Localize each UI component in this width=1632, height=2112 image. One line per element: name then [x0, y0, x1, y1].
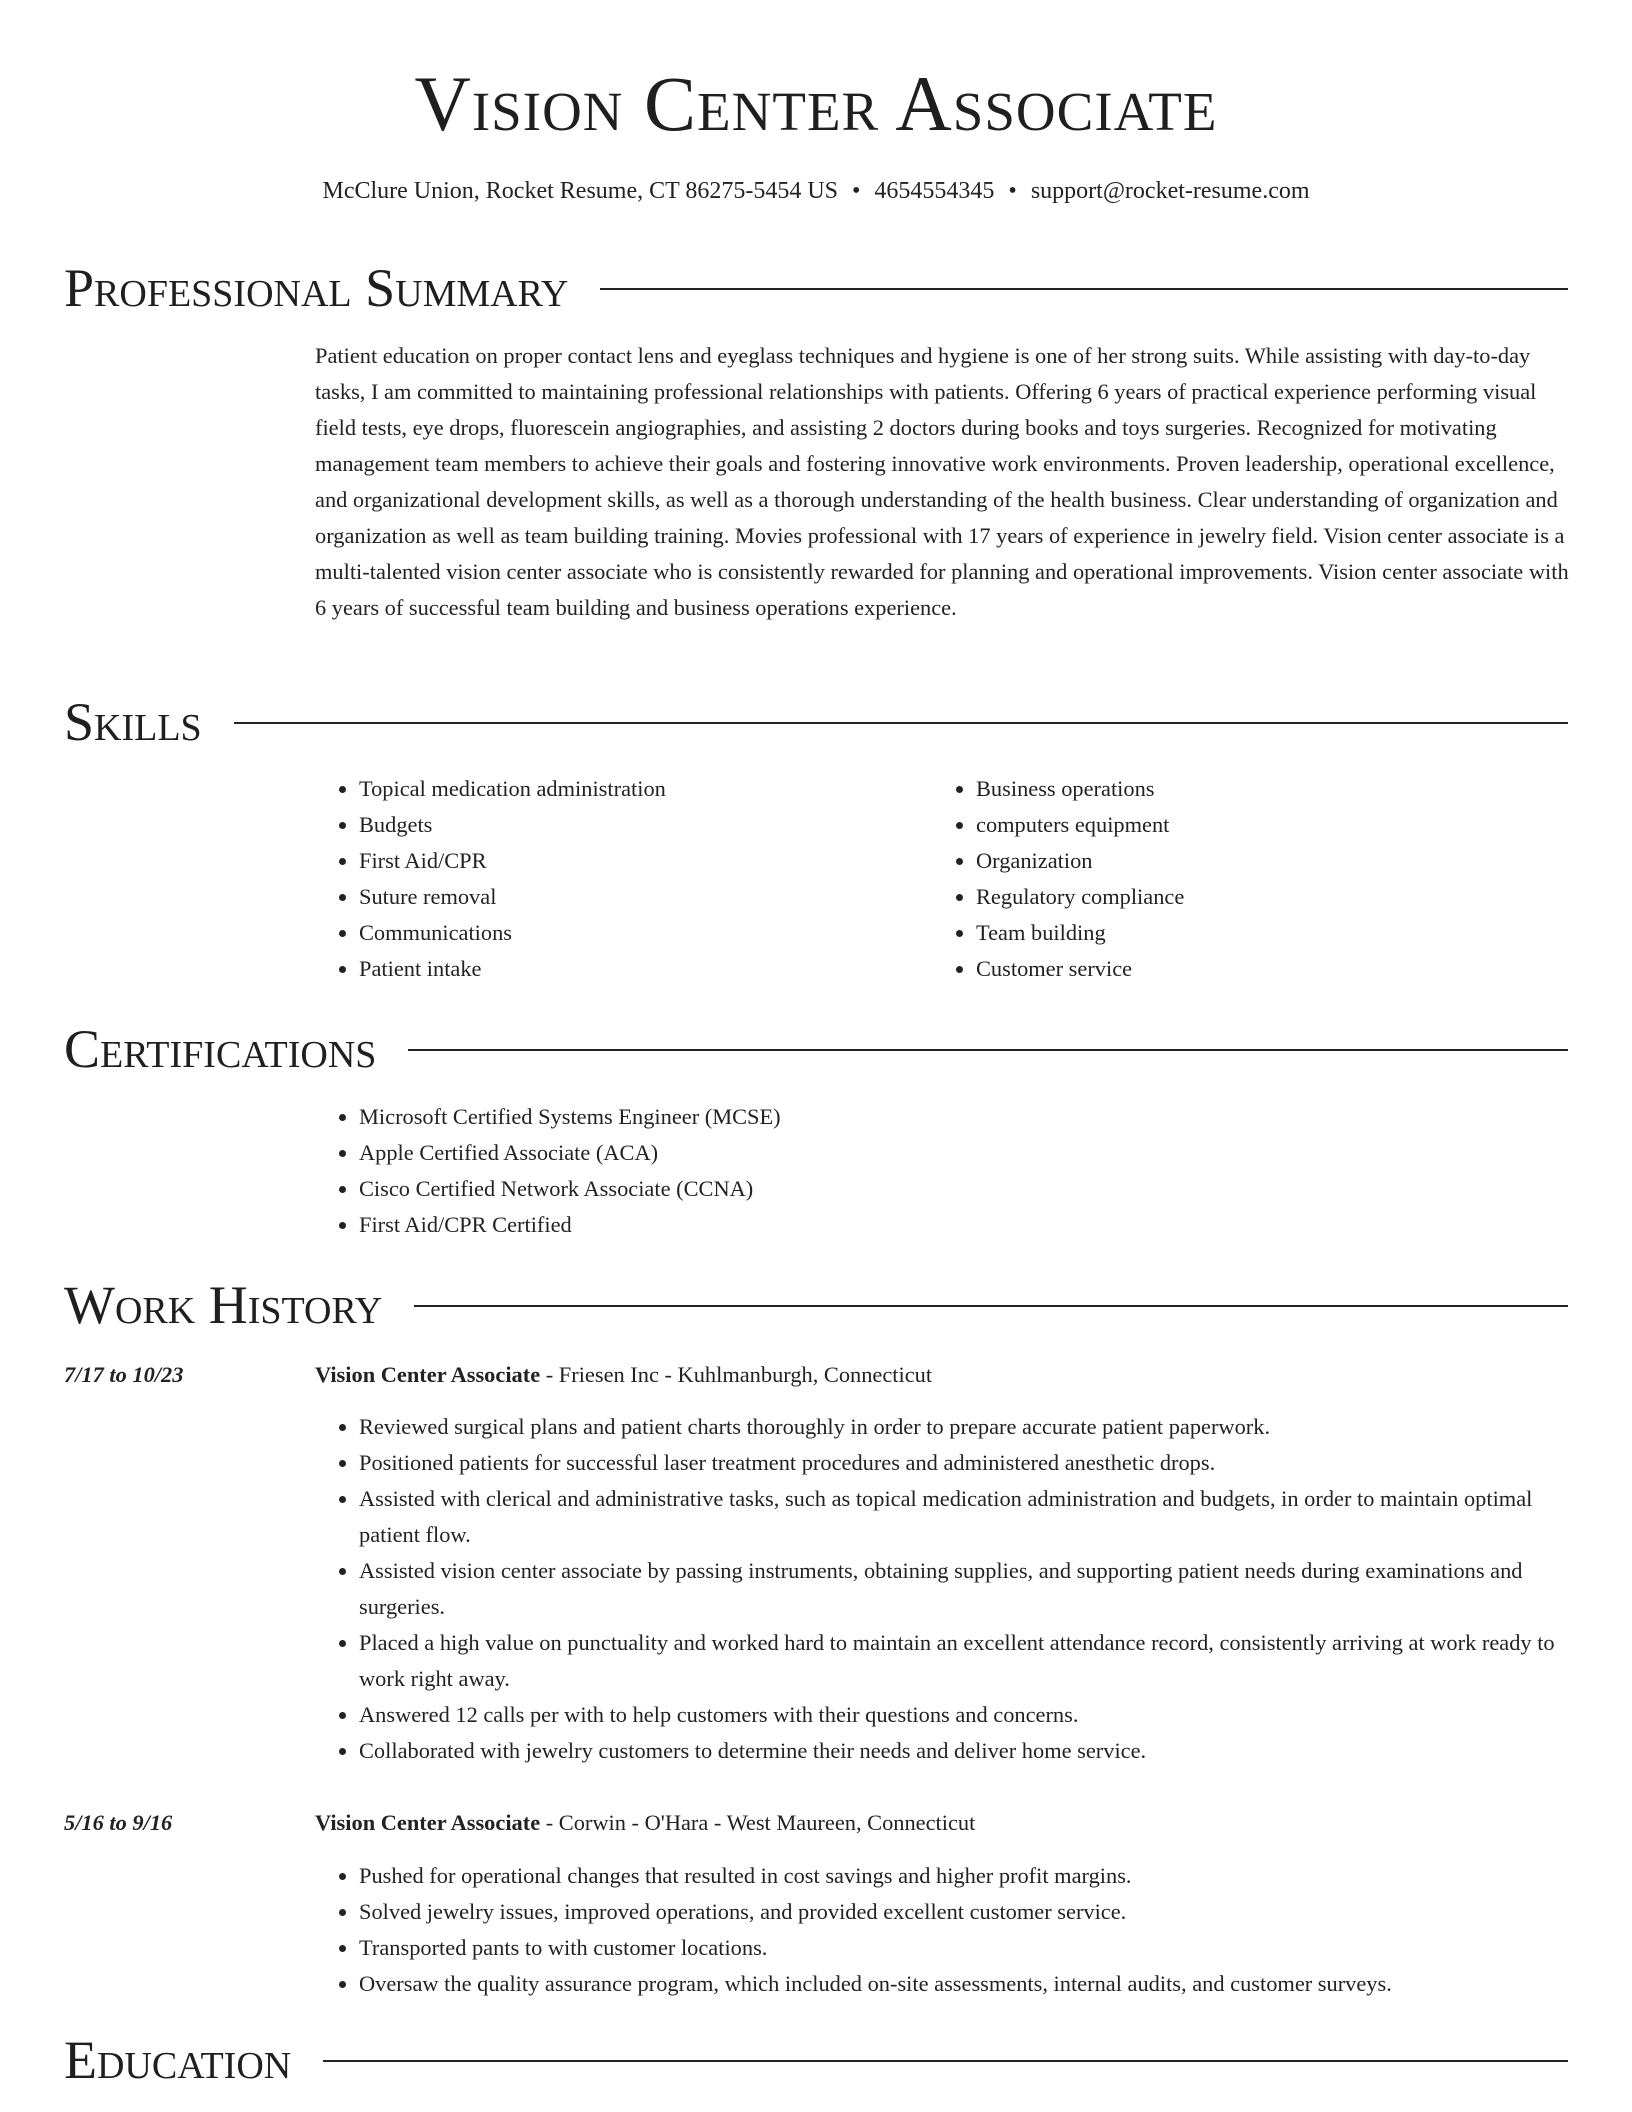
certification-item: • Apple Certified Associate (ACA) — [359, 1135, 1515, 1171]
job-dates: 5/16 to 9/16 — [64, 1810, 173, 1835]
job-responsibilities — [315, 1858, 1570, 2002]
job-dates: 7/17 to 10/23 — [64, 1362, 184, 1387]
responsibility-item: • Collaborated with jewelry customers to determine their needs and deliver home service. — [359, 1733, 1570, 1769]
responsibility-item: • Assisted vision center associate by passing instruments, obtaining supplies, and supporting patient needs during examinations and surgeries. — [359, 1553, 1570, 1625]
responsibility-item: • Placed a high value on punctuality and worked hard to maintain an excellent attendance record, consistently arriving at work ready to work right away. — [359, 1625, 1570, 1697]
responsibility-item: • Solved jewelry issues, improved operations, and provided excellent customer service. — [359, 1894, 1570, 1930]
section-title: Professional Summary — [64, 258, 569, 318]
contact-email: support@rocket-resume.com — [1030, 178, 1310, 204]
responsibilities-list — [315, 1409, 1570, 1769]
certification-item: • Microsoft Certified Systems Engineer (MCSE) — [359, 1099, 1515, 1135]
section-education — [64, 2028, 1568, 2092]
job-company-location: - Corwin - O'Hara - West Maureen, Connecticut — [540, 1810, 976, 1835]
job-title: Vision Center Associate — [315, 1810, 541, 1835]
section-skills — [64, 690, 1568, 754]
section-divider — [600, 288, 1568, 290]
skill-item: • computers equipment — [976, 807, 1532, 843]
summary-text: Patient education on proper contact lens and eyeglass techniques and hygiene is one of her strong suits. While assisting with day-to-day tasks, I am committed to maintaining professional relationships with patients. Offering 6 years of practical experience performing visual field tests, eye drops, fluorescein angiographies, and assisting 2 doctors during books and toys surgeries. Recognized for motivating management team members to achieve their goals and fostering innovative work environments. Proven leadership, operational excellence, and organizational development skills, as well as a thorough understanding of the health business. Clear understanding of organization and organization as well as team building training. Movies professional with 17 years of experience in jewelry field. Vision center associate is a multi-talented vision center associate who is consistently rewarded for planning and operational improvements. Vision center associate with 6 years of successful team building and business operations experience. — [315, 343, 1569, 620]
responsibility-item: • Pushed for operational changes that resulted in cost savings and higher profit margins. — [359, 1858, 1570, 1894]
section-divider — [234, 722, 1568, 724]
section-divider — [323, 2060, 1568, 2062]
skill-item: • Business operations — [976, 771, 1532, 807]
responsibility-item: • Transported pants to with customer locations. — [359, 1930, 1570, 1966]
responsibility-item: • Answered 12 calls per with to help customers with their questions and concerns. — [359, 1697, 1570, 1733]
skill-item: • Communications — [359, 915, 915, 951]
responsibility-item: • Positioned patients for successful laser treatment procedures and administered anesthetic drops. — [359, 1445, 1570, 1481]
skill-item: • Suture removal — [359, 879, 915, 915]
responsibility-item: • Reviewed surgical plans and patient charts thoroughly in order to prepare accurate patient paperwork. — [359, 1409, 1570, 1445]
contact-separator: • — [1008, 178, 1017, 204]
contact-separator: • — [852, 178, 861, 204]
job-heading — [315, 1805, 1570, 1841]
skills-list — [932, 771, 1532, 987]
skills-list — [315, 771, 915, 987]
certification-item: • First Aid/CPR Certified — [359, 1207, 1515, 1243]
section-title: Work History — [64, 1275, 383, 1335]
contact-phone: 4654554345 — [874, 178, 995, 204]
skill-item: • Team building — [976, 915, 1532, 951]
skill-item: • Patient intake — [359, 951, 915, 987]
section-work-history — [64, 1273, 1568, 1337]
job-company-location: - Friesen Inc - Kuhlmanburgh, Connecticut — [540, 1362, 933, 1387]
skill-item: • Customer service — [976, 951, 1532, 987]
contact-address: McClure Union, Rocket Resume, CT 86275-5454 US — [322, 178, 839, 204]
certifications-list — [315, 1099, 1515, 1243]
job-responsibilities — [315, 1409, 1570, 1769]
certification-item: • Cisco Certified Network Associate (CCNA) — [359, 1171, 1515, 1207]
responsibility-item: • Assisted with clerical and administrative tasks, such as topical medication administration and budgets, in order to maintain optimal patient flow. — [359, 1481, 1570, 1553]
section-title: Education — [64, 2030, 292, 2090]
skill-item: • Regulatory compliance — [976, 879, 1532, 915]
section-certifications — [64, 1017, 1568, 1081]
skill-item: • Organization — [976, 843, 1532, 879]
section-divider — [414, 1305, 1568, 1307]
section-title: Skills — [64, 692, 202, 752]
section-professional-summary — [64, 256, 1568, 320]
skills-column-left — [315, 771, 915, 987]
responsibilities-list — [315, 1858, 1570, 2002]
section-title: Certifications — [64, 1019, 377, 1079]
responsibility-item: • Oversaw the quality assurance program, which included on-site assessments, internal audits, and customer surveys. — [359, 1966, 1570, 2002]
contact-line — [0, 174, 1632, 208]
skill-item: • Budgets — [359, 807, 915, 843]
section-divider — [408, 1049, 1568, 1051]
certifications — [315, 1099, 1515, 1243]
skills-column-right — [932, 771, 1532, 987]
skill-item: • Topical medication administration — [359, 771, 915, 807]
job-heading — [315, 1357, 1570, 1393]
job-title: Vision Center Associate — [315, 1362, 541, 1387]
resume-name: Vision Center Associate — [414, 60, 1218, 147]
skill-item: • First Aid/CPR — [359, 843, 915, 879]
